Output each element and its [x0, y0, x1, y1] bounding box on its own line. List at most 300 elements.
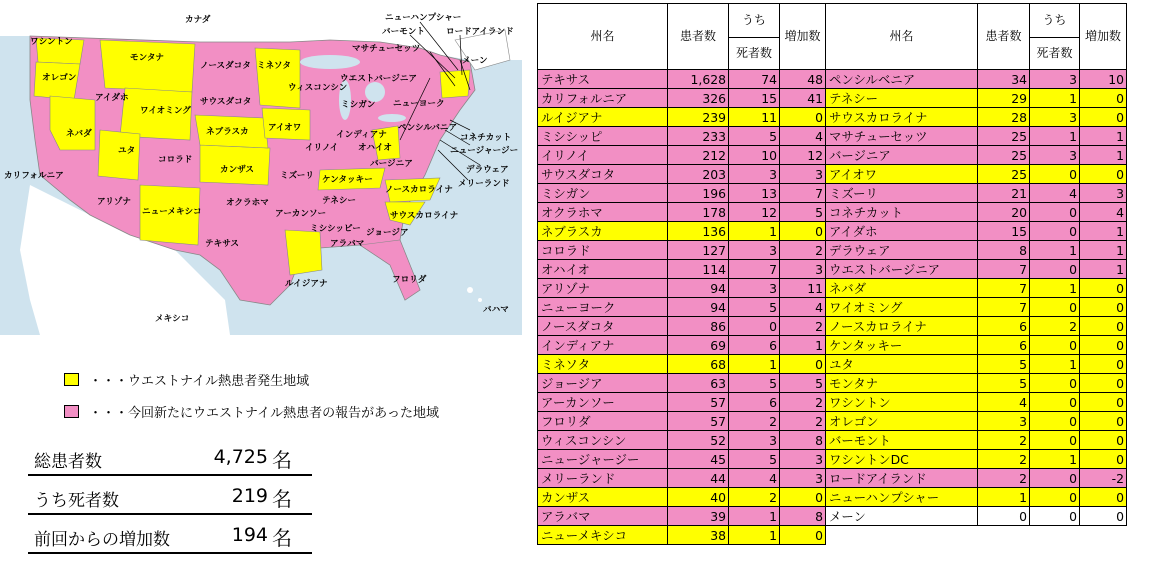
legend-pink [64, 402, 439, 421]
right-cell-name: ネバダ [826, 279, 978, 298]
state-shape-mt [100, 40, 195, 92]
right-cell-patients: 2 [978, 469, 1030, 488]
left-cell-deaths: 13 [729, 184, 780, 203]
map-label-nm: ニューメキシコ [142, 207, 202, 217]
summary-increase-label: 前回からの増加数 [34, 530, 170, 550]
right-cell-name: モンタナ [826, 374, 978, 393]
left-cell-name: コロラド [538, 241, 668, 260]
right-cell-increase: 0 [1080, 165, 1127, 184]
left-cell-increase: 12 [780, 146, 826, 165]
map-label-ri: ロードアイランド [446, 27, 514, 37]
right-cell-deaths: 1 [1030, 127, 1080, 146]
right-cell-name: バージニア [826, 146, 978, 165]
table-row [538, 222, 1127, 241]
right-cell-deaths: 3 [1030, 70, 1080, 89]
header-ofwhich-right: うち [1030, 4, 1080, 38]
left-cell-deaths: 3 [729, 431, 780, 450]
right-cell-deaths: 1 [1030, 89, 1080, 108]
left-cell-patients: 57 [668, 393, 729, 412]
right-cell-increase: 1 [1080, 146, 1127, 165]
right-cell-increase: 1 [1080, 241, 1127, 260]
left-cell-name: フロリダ [538, 412, 668, 431]
table-row [538, 431, 1127, 450]
right-cell-increase: 0 [1080, 298, 1127, 317]
right-cell-name: コネチカット [826, 203, 978, 222]
right-cell-patients: 7 [978, 279, 1030, 298]
right-cell-patients: 6 [978, 336, 1030, 355]
summary-deaths-unit: 名 [272, 487, 292, 511]
left-cell-increase: 4 [780, 127, 826, 146]
table-row [538, 507, 1127, 526]
left-cell-increase: 0 [780, 488, 826, 507]
table-row [538, 469, 1127, 488]
map-label-tx: テキサス [205, 239, 240, 249]
right-cell-name: サウスカロライナ [826, 108, 978, 127]
map-label-la: ルイジアナ [285, 279, 328, 289]
right-cell-increase: 1 [1080, 260, 1127, 279]
table-row [538, 260, 1127, 279]
right-cell-deaths: 3 [1030, 146, 1080, 165]
right-cell-deaths: 0 [1030, 412, 1080, 431]
map-label-mi: ミシガン [341, 100, 376, 110]
right-cell-patients: 21 [978, 184, 1030, 203]
left-cell-name: カンザス [538, 488, 668, 507]
table-row [538, 108, 1127, 127]
left-cell-deaths: 5 [729, 450, 780, 469]
table-row [538, 298, 1127, 317]
right-cell-name: ワシントン [826, 393, 978, 412]
left-cell-name: ノースダコタ [538, 317, 668, 336]
summary-deaths [28, 479, 312, 515]
right-cell-name: ペンシルベニア [826, 70, 978, 89]
left-cell-increase: 5 [780, 374, 826, 393]
left-cell-deaths: 4 [729, 469, 780, 488]
summary-increase-unit: 名 [272, 526, 292, 550]
left-cell-deaths: 11 [729, 108, 780, 127]
map-label-va: バージニア [370, 159, 413, 169]
left-cell-patients: 1,628 [668, 70, 729, 89]
left-cell-patients: 45 [668, 450, 729, 469]
left-cell-name: ルイジアナ [538, 108, 668, 127]
left-cell-increase: 3 [780, 469, 826, 488]
left-cell-patients: 40 [668, 488, 729, 507]
right-cell-increase: 0 [1080, 393, 1127, 412]
right-cell-deaths: 0 [1030, 222, 1080, 241]
left-cell-deaths: 15 [729, 89, 780, 108]
left-cell-name: メリーランド [538, 469, 668, 488]
right-cell-name: ミズーリ [826, 184, 978, 203]
right-cell-increase: 0 [1080, 108, 1127, 127]
left-cell-name: イリノイ [538, 146, 668, 165]
left-cell-name: ニュージャージー [538, 450, 668, 469]
left-cell-patients: 114 [668, 260, 729, 279]
legend-yellow [64, 370, 309, 389]
left-cell-patients: 57 [668, 412, 729, 431]
left-cell-deaths: 12 [729, 203, 780, 222]
summary-total-unit: 名 [272, 448, 292, 472]
map-label-fl: フロリダ [392, 275, 427, 285]
map-label-wi: ウィスコンシン [288, 83, 348, 93]
left-cell-name: アーカンソー [538, 393, 668, 412]
lake-erie [378, 114, 406, 122]
right-cell-increase: 0 [1080, 317, 1127, 336]
map-label-ny: ニューヨーク [393, 99, 445, 109]
right-cell-name: ロードアイランド [826, 469, 978, 488]
legend-pink-text: ・・・今回新たにウエストナイル熱患者の報告があった地域 [89, 406, 439, 421]
right-cell-deaths: 0 [1030, 336, 1080, 355]
table-row [538, 393, 1127, 412]
right-cell-increase: 4 [1080, 203, 1127, 222]
left-cell-increase: 4 [780, 298, 826, 317]
state-shape-fl [360, 240, 420, 300]
right-cell-name: ユタ [826, 355, 978, 374]
right-cell-increase: 0 [1080, 355, 1127, 374]
label-bahamas: バハマ [483, 305, 509, 315]
table-row [538, 203, 1127, 222]
left-cell-name: ニューメキシコ [538, 526, 668, 545]
right-cell-increase: 0 [1080, 89, 1127, 108]
us-map [0, 0, 522, 335]
right-cell-name: テネシー [826, 89, 978, 108]
summary-total [28, 440, 312, 476]
map-label-il: イリノイ [305, 143, 339, 153]
right-cell-patients: 25 [978, 146, 1030, 165]
map-label-az: アリゾナ [97, 197, 132, 207]
legend-pink-swatch [64, 405, 79, 418]
left-cell-increase: 1 [780, 336, 826, 355]
right-cell-patients: 34 [978, 70, 1030, 89]
right-cell-increase: 1 [1080, 127, 1127, 146]
right-cell-name: ケンタッキー [826, 336, 978, 355]
right-cell-patients: 15 [978, 222, 1030, 241]
right-cell-deaths: 0 [1030, 260, 1080, 279]
right-cell-increase: -2 [1080, 469, 1127, 488]
map-label-in: インディアナ [336, 130, 387, 140]
map-label-mt: モンタナ [130, 53, 165, 63]
map-label-me: メーン [462, 56, 488, 66]
right-cell-increase: 0 [1080, 279, 1127, 298]
right-cell-name: マサチューセッツ [826, 127, 978, 146]
map-label-sd: サウスダコタ [200, 97, 252, 107]
left-cell-increase: 5 [780, 203, 826, 222]
right-cell-deaths: 3 [1030, 108, 1080, 127]
left-cell-deaths: 0 [729, 317, 780, 336]
left-cell-patients: 94 [668, 298, 729, 317]
patient-table [537, 3, 1127, 545]
left-cell-name: サウスダコタ [538, 165, 668, 184]
left-cell-increase: 0 [780, 355, 826, 374]
map-label-mn: ミネソタ [257, 61, 292, 71]
left-cell-patients: 233 [668, 127, 729, 146]
lake-superior [300, 55, 360, 69]
left-cell-name: ミシシッピ [538, 127, 668, 146]
left-cell-patients: 178 [668, 203, 729, 222]
label-canada: カナダ [185, 15, 211, 25]
left-cell-name: ジョージア [538, 374, 668, 393]
left-cell-name: カリフォルニア [538, 89, 668, 108]
left-cell-name: ミネソタ [538, 355, 668, 374]
header-deaths-right: 死者数 [1030, 38, 1080, 70]
right-cell-name: オレゴン [826, 412, 978, 431]
right-cell-name: メーン [826, 507, 978, 526]
legend-yellow-swatch [64, 373, 79, 386]
bahamas-island [478, 298, 482, 302]
table-row [538, 89, 1127, 108]
header-patients-right: 患者数 [978, 4, 1030, 70]
left-cell-increase: 2 [780, 393, 826, 412]
map-label-ky: ケンタッキー [322, 175, 373, 185]
table-row [538, 488, 1127, 507]
left-cell-patients: 127 [668, 241, 729, 260]
left-cell-patients: 239 [668, 108, 729, 127]
left-cell-increase: 0 [780, 222, 826, 241]
summary-total-label: 総患者数 [34, 452, 102, 472]
map-label-co: コロラド [158, 155, 193, 165]
left-cell-name: ミシガン [538, 184, 668, 203]
right-cell-name: バーモント [826, 431, 978, 450]
left-cell-patients: 38 [668, 526, 729, 545]
map-label-sc: サウスカロライナ [390, 211, 459, 221]
map-label-wv: ウエストバージニア [340, 74, 418, 84]
right-cell-deaths: 1 [1030, 241, 1080, 260]
header-ofwhich-left: うち [729, 4, 780, 38]
left-cell-patients: 136 [668, 222, 729, 241]
left-cell-increase: 3 [780, 450, 826, 469]
state-shape-mn [255, 48, 300, 108]
lake-huron [365, 82, 385, 102]
left-cell-increase: 0 [780, 526, 826, 545]
left-cell-patients: 196 [668, 184, 729, 203]
right-cell-deaths: 1 [1030, 279, 1080, 298]
map-label-ar: アーカンソー [275, 209, 327, 219]
right-cell-patients: 7 [978, 298, 1030, 317]
right-cell-increase: 0 [1080, 507, 1127, 526]
left-cell-patients: 39 [668, 507, 729, 526]
left-cell-deaths: 2 [729, 488, 780, 507]
map-label-nc: ノースカロライナ [385, 185, 453, 195]
right-cell-increase: 0 [1080, 336, 1127, 355]
map-label-ia: アイオワ [268, 123, 302, 133]
summary-total-value: 4,725 [213, 446, 268, 468]
left-cell-increase: 2 [780, 412, 826, 431]
right-cell-patients: 2 [978, 431, 1030, 450]
map-label-ga: ジョージア [366, 228, 409, 238]
map-label-ma: マサチューセッツ [352, 44, 421, 54]
right-cell-increase: 1 [1080, 222, 1127, 241]
map-label-nh: ニューハンプシャー [385, 13, 462, 23]
right-cell-name: ノースカロライナ [826, 317, 978, 336]
left-cell-patients: 326 [668, 89, 729, 108]
table-row [538, 336, 1127, 355]
left-cell-deaths: 7 [729, 260, 780, 279]
left-cell-patients: 69 [668, 336, 729, 355]
map-label-nj: ニュージャージー [450, 146, 519, 156]
header-state-right: 州名 [826, 4, 978, 70]
summary-deaths-label: うち死者数 [34, 491, 119, 511]
right-cell-deaths: 0 [1030, 393, 1080, 412]
table-row [538, 165, 1127, 184]
left-cell-deaths: 1 [729, 222, 780, 241]
right-cell-patients: 0 [978, 507, 1030, 526]
left-cell-patients: 68 [668, 355, 729, 374]
left-cell-name: アラバマ [538, 507, 668, 526]
right-cell-patients: 20 [978, 203, 1030, 222]
table-row [538, 412, 1127, 431]
right-cell-patients: 5 [978, 374, 1030, 393]
right-cell-patients: 2 [978, 450, 1030, 469]
left-cell-deaths: 1 [729, 507, 780, 526]
right-cell-patients: 3 [978, 412, 1030, 431]
map-label-nv: ネバダ [66, 129, 92, 139]
header-increase-right: 増加数 [1080, 4, 1127, 70]
map-label-tn: テネシー [322, 196, 357, 206]
right-cell-deaths: 0 [1030, 431, 1080, 450]
left-cell-increase: 3 [780, 165, 826, 184]
left-cell-name: インディアナ [538, 336, 668, 355]
left-cell-name: オクラホマ [538, 203, 668, 222]
right-cell-patients: 28 [978, 108, 1030, 127]
right-cell-increase: 0 [1080, 488, 1127, 507]
header-state-left: 州名 [538, 4, 668, 70]
map-label-ut: ユタ [118, 146, 136, 156]
left-cell-deaths: 2 [729, 412, 780, 431]
left-cell-name: ネブラスカ [538, 222, 668, 241]
table-row [538, 184, 1127, 203]
map-label-wy: ワイオミング [140, 106, 191, 116]
right-cell-patients: 25 [978, 127, 1030, 146]
map-label-ne: ネブラスカ [206, 127, 249, 137]
table-row [538, 526, 1127, 545]
right-cell-name: ニューハンプシャー [826, 488, 978, 507]
left-cell-increase: 3 [780, 260, 826, 279]
label-mexico: メキシコ [155, 314, 190, 324]
left-cell-increase: 8 [780, 507, 826, 526]
summary-increase [28, 518, 312, 554]
left-cell-increase: 0 [780, 108, 826, 127]
map-label-wa: ワシントン [30, 37, 73, 47]
left-cell-deaths: 1 [729, 355, 780, 374]
left-cell-patients: 52 [668, 431, 729, 450]
map-label-or: オレゴン [42, 73, 77, 83]
map-label-mo: ミズーリ [280, 171, 314, 181]
left-cell-deaths: 5 [729, 374, 780, 393]
right-cell-patients: 29 [978, 89, 1030, 108]
right-cell-deaths: 0 [1030, 469, 1080, 488]
table-row [538, 70, 1127, 89]
left-cell-name: テキサス [538, 70, 668, 89]
left-cell-deaths: 74 [729, 70, 780, 89]
table-row [538, 450, 1127, 469]
right-cell-patients: 4 [978, 393, 1030, 412]
left-cell-deaths: 10 [729, 146, 780, 165]
left-cell-patients: 212 [668, 146, 729, 165]
table-row [538, 241, 1127, 260]
left-cell-deaths: 5 [729, 298, 780, 317]
us-map-svg [0, 0, 522, 335]
left-cell-deaths: 5 [729, 127, 780, 146]
table-row [538, 355, 1127, 374]
right-cell-patients: 8 [978, 241, 1030, 260]
left-cell-patients: 86 [668, 317, 729, 336]
map-label-al: アラバマ [330, 239, 365, 249]
table-row [538, 317, 1127, 336]
map-label-md: メリーランド [458, 179, 510, 189]
header-patients-left: 患者数 [668, 4, 729, 70]
map-label-nd: ノースダコタ [200, 61, 251, 71]
right-cell-name: アイダホ [826, 222, 978, 241]
right-cell-increase: 10 [1080, 70, 1127, 89]
right-cell-increase: 3 [1080, 184, 1127, 203]
table-row [538, 374, 1127, 393]
map-label-id: アイダホ [95, 93, 129, 103]
left-cell-increase: 2 [780, 317, 826, 336]
right-cell-name: アイオワ [826, 165, 978, 184]
right-cell-deaths: 0 [1030, 203, 1080, 222]
left-cell-patients: 63 [668, 374, 729, 393]
right-cell-name: ワイオミング [826, 298, 978, 317]
right-cell-patients: 5 [978, 355, 1030, 374]
right-cell-patients: 1 [978, 488, 1030, 507]
map-label-ms: ミシシッピー [310, 224, 361, 234]
right-cell-deaths: 4 [1030, 184, 1080, 203]
map-label-ca: カリフォルニア [4, 171, 64, 181]
legend-yellow-text: ・・・ウエストナイル熱患者発生地域 [89, 374, 310, 389]
left-cell-deaths: 1 [729, 526, 780, 545]
summary-deaths-value: 219 [231, 485, 268, 507]
left-cell-deaths: 3 [729, 279, 780, 298]
map-label-pa: ペンシルバニア [398, 123, 458, 133]
header-deaths-left: 死者数 [729, 38, 780, 70]
left-cell-name: アリゾナ [538, 279, 668, 298]
left-cell-increase: 2 [780, 241, 826, 260]
map-label-oh: オハイオ [358, 143, 392, 153]
right-cell-deaths: 1 [1030, 355, 1080, 374]
right-cell-deaths: 0 [1030, 298, 1080, 317]
right-cell-deaths: 1 [1030, 450, 1080, 469]
right-cell-increase: 0 [1080, 374, 1127, 393]
left-cell-deaths: 6 [729, 336, 780, 355]
right-cell-patients: 7 [978, 260, 1030, 279]
left-cell-deaths: 3 [729, 165, 780, 184]
left-cell-increase: 8 [780, 431, 826, 450]
left-cell-name: ニューヨーク [538, 298, 668, 317]
left-cell-patients: 44 [668, 469, 729, 488]
left-cell-increase: 7 [780, 184, 826, 203]
right-cell-increase: 0 [1080, 450, 1127, 469]
right-cell-name: デラウェア [826, 241, 978, 260]
table-row [538, 127, 1127, 146]
left-cell-patients: 203 [668, 165, 729, 184]
left-cell-deaths: 6 [729, 393, 780, 412]
left-cell-increase: 48 [780, 70, 826, 89]
state-shape-ne-states [440, 70, 470, 98]
right-cell-patients: 6 [978, 317, 1030, 336]
header-increase-left: 増加数 [780, 4, 826, 70]
map-label-vt: バーモント [382, 27, 425, 37]
patient-table-body [538, 70, 1127, 545]
right-cell-deaths: 0 [1030, 488, 1080, 507]
map-label-de: デラウェア [466, 165, 509, 175]
left-cell-name: オハイオ [538, 260, 668, 279]
left-cell-name: ウィスコンシン [538, 431, 668, 450]
table-row [538, 146, 1127, 165]
table-row [538, 279, 1127, 298]
left-cell-deaths: 3 [729, 241, 780, 260]
left-cell-increase: 11 [780, 279, 826, 298]
summary-increase-value: 194 [231, 524, 268, 546]
right-cell-increase: 0 [1080, 431, 1127, 450]
bahamas-island [467, 287, 473, 293]
